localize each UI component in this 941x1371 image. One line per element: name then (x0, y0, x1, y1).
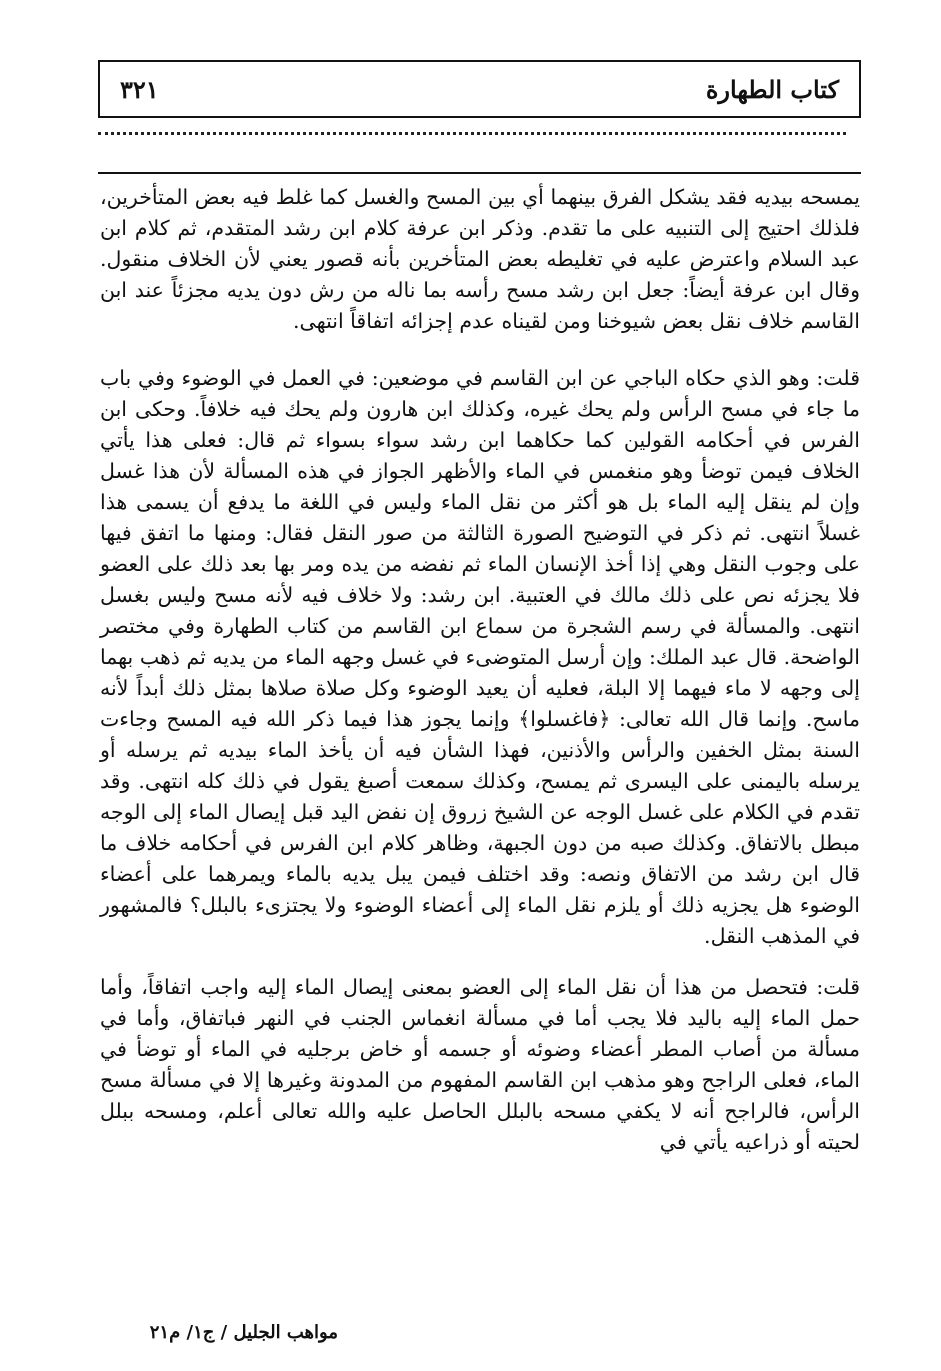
header-rule (98, 172, 861, 174)
dotted-separator (98, 132, 846, 135)
running-header (98, 60, 861, 118)
paragraph-3: قلت: فتحصل من هذا أن نقل الماء إلى العضو بمعنى إيصال الماء إليه واجب اتفاقاً، وأما حمل الماء إليه باليد فلا يجب أما في مسألة انغماس الجنب في النهر فباتفاق، وأما في مسألة من أصاب المطر أعضاء وضوئه أو جسمه أو خاض برجليه في الماء أو توضأ في الماء، فعلى الراجح وهو مذهب ابن القاسم المفهوم من المدونة وغيرها إلا في مسألة مسح الرأس، فالراجح أنه لا يكفي مسحه بالبلل الحاصل عليه والله تعالى أعلم، ومسحه ببلل لحيته أو ذراعيه يأتي في (100, 975, 860, 1154)
paragraph-1: يمسحه بيديه فقد يشكل الفرق بينهما أي بين المسح والغسل كما غلط فيه بعض المتأخرين، فلذلك احتيج إلى التنبيه على ما تقدم. وذكر ابن عرفة كلام ابن رشد المتقدم، ثم كلام ابن عبد السلام واعترض عليه في تغليطه بعض المتأخرين بأنه قصور يعني لأن الخلاف منقول. وقال ابن عرفة أيضاً: جعل ابن رشد مسح رأسه بما ناله من رش دون يديه مجزئاً عند ابن القاسم خلاف نقل بعض شيوخنا ومن لقيناه عدم إجزائه اتفاقاً انتهى. (100, 185, 860, 333)
footer-signature: مواهب الجليل / ج١/ م٢١ (149, 1322, 338, 1343)
page-number: ٣٢١ (120, 74, 159, 104)
body-text (100, 182, 860, 1158)
chapter-title: كتاب الطهارة (705, 74, 839, 104)
paragraph-2: قلت: وهو الذي حكاه الباجي عن ابن القاسم في موضعين: في العمل في الوضوء وفي باب ما جاء في مسح الرأس ولم يحك غيره، وكذلك ابن هارون ولم يحك فيه خلافاً. وحكى ابن الفرس في أحكامه القولين كما حكاهما ابن رشد سواء بسواء ثم قال: فعلى هذا يأتي الخلاف فيمن توضأ وهو منغمس في الماء والأظهر الجواز في هذه المسألة لأن هذا غسل وإن لم ينقل إليه الماء بل هو أكثر من نقل الماء وليس في اللغة ما يدفع أن يسمى هذا غسلاً انتهى. ثم ذكر في التوضيح الصورة الثالثة من صور النقل فقال: ومنها ما اتفق فيها على وجوب النقل وهي إذا أخذ الإنسان الماء ثم نفضه من يده ومر بها بعد ذلك على العضو فلا يجزئه نص على ذلك مالك في العتبية. ابن رشد: ولا خلاف فيه لأنه مسح وليس بغسل انتهى. والمسألة في رسم الشجرة من سماع ابن القاسم من كتاب الطهارة وفي مختصر الواضحة. قال عبد الملك: وإن أرسل المتوضىء في غسل وجهه الماء من يديه ثم ذهب بهما إلى وجهه لا ماء فيهما إلا البلة، فعليه أن يعيد الوضوء وكل صلاة صلاها بمثل ذلك أبداً لأنه ماسح. وإنما قال الله تعالى: ﴿فاغسلوا﴾ وإنما يجوز هذا فيما ذكر الله فيه المسح وجاءت السنة بمثل الخفين والرأس والأذنين، فهذا الشأن فيه أن يأخذ الماء بيديه ثم يرسله أو يرسله باليمنى على اليسرى ثم يمسح، وكذلك سمعت أصبغ يقول في ذلك كله انتهى. وقد تقدم في الكلام على غسل الوجه عن الشيخ زروق إن نفض اليد قبل إيصال الماء إلى الوجه مبطل بالاتفاق. وكذلك صبه من دون الجبهة، وظاهر كلام ابن الفرس في أحكامه خلاف ما قال ابن رشد من الاتفاق ونصه: وقد اختلف فيمن يبل يديه بالماء ويمرهما على أعضاء الوضوء هل يجزيه ذلك أو يلزم نقل الماء إلى أعضاء الوضوء ولا يجتزىء بالبلل؟ فالمشهور في المذهب النقل. (100, 366, 860, 948)
